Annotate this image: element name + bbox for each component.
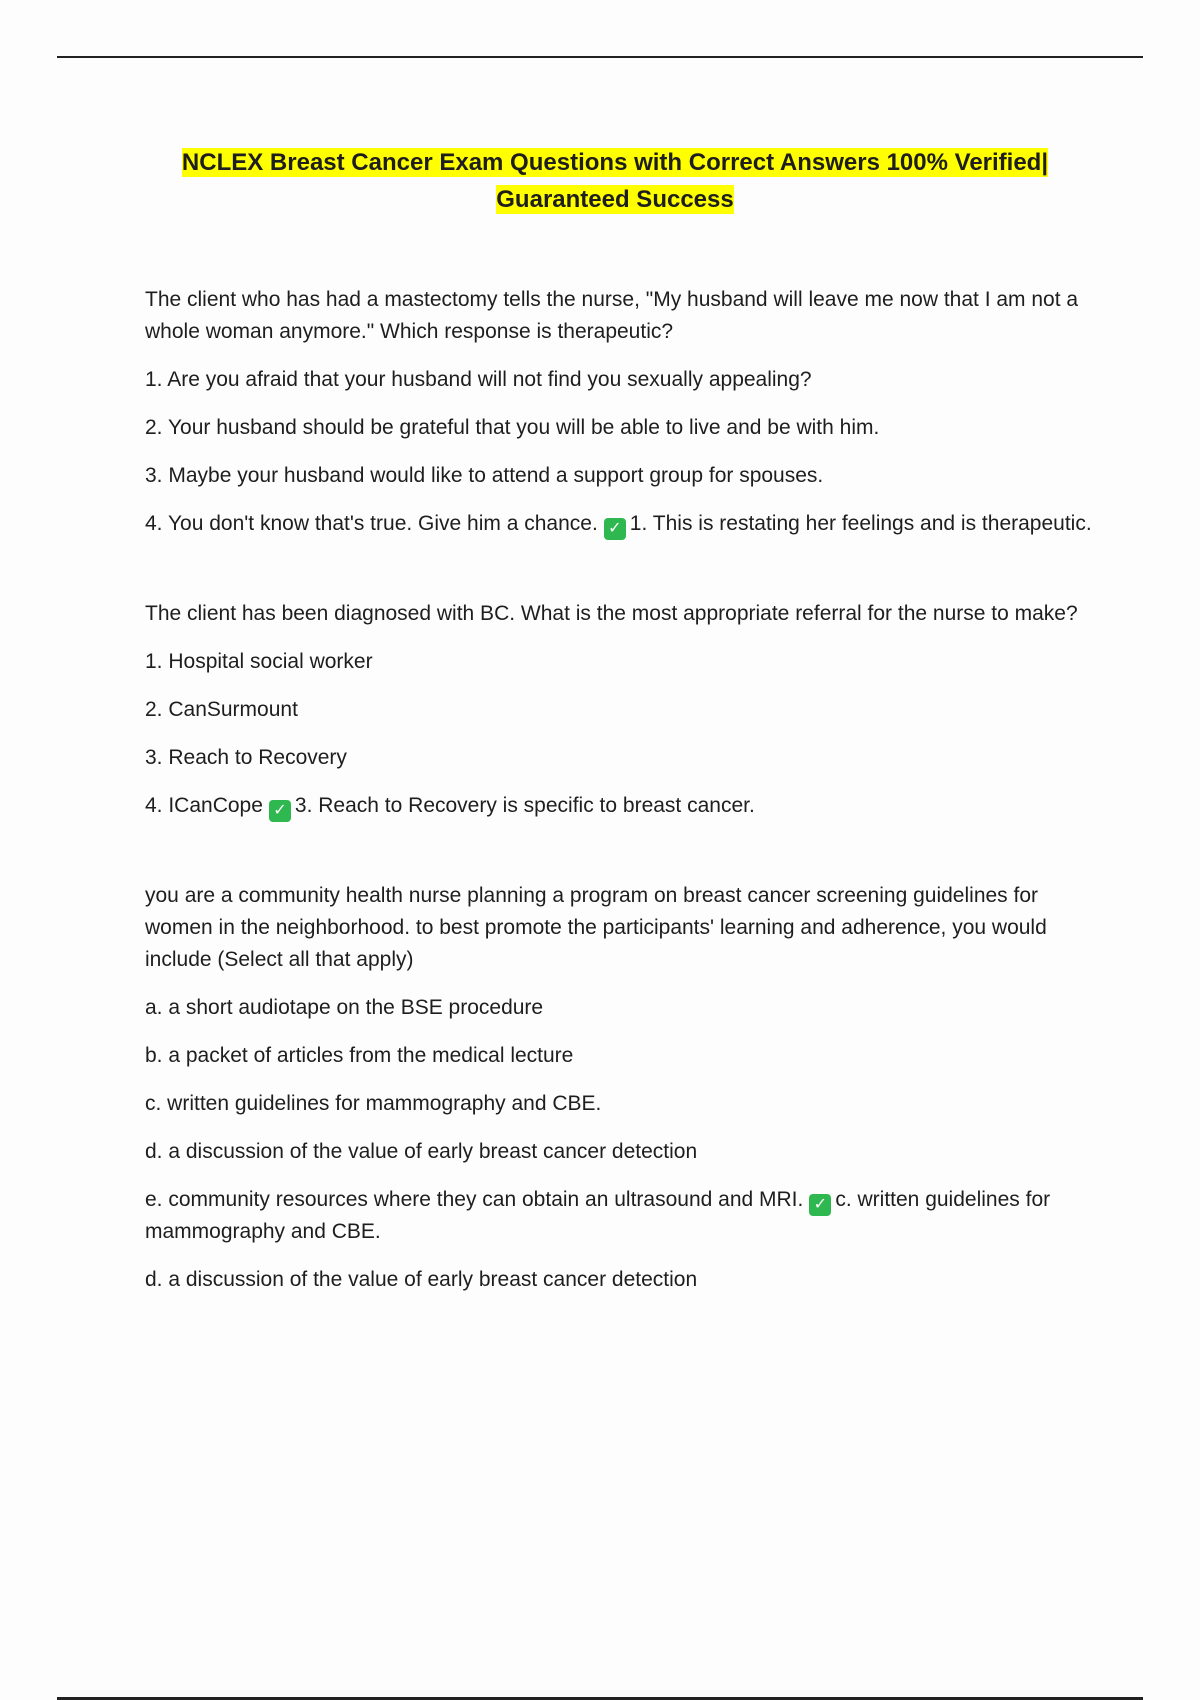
question-list — [145, 284, 1095, 1296]
answer-continued: d. a discussion of the value of early breast cancer detection — [145, 1268, 698, 1291]
question-stem: The client has been diagnosed with BC. What is the most appropriate referral for the nurse to make? — [145, 602, 1078, 625]
option: 2. Your husband should be grateful that you will be able to live and be with him. — [145, 416, 880, 439]
checkmark-icon: ✓ — [809, 1194, 831, 1216]
option: 3. Maybe your husband would like to attend a support group for spouses. — [145, 464, 824, 487]
option: a. a short audiotape on the BSE procedure — [145, 996, 544, 1019]
option: 4. You don't know that's true. Give him a chance. — [145, 512, 598, 535]
question-stem: The client who has had a mastectomy tells the nurse, "My husband will leave me now that I am not a whole woman anymore." Which response is therapeutic? — [145, 288, 1079, 343]
option: e. community resources where they can obtain an ultrasound and MRI. — [145, 1188, 804, 1211]
option: d. a discussion of the value of early breast cancer detection — [145, 1140, 698, 1163]
option-with-answer — [145, 1184, 1095, 1248]
option-with-answer — [145, 790, 1095, 822]
checkmark-icon: ✓ — [604, 518, 626, 540]
page-title — [145, 144, 1085, 218]
question-1 — [145, 284, 1095, 540]
option: 4. ICanCope — [145, 794, 263, 817]
option-with-answer — [145, 508, 1095, 540]
option: b. a packet of articles from the medical lecture — [145, 1044, 574, 1067]
title-line-2: Guaranteed Success — [496, 186, 734, 213]
option: 1. Are you afraid that your husband will not find you sexually appealing? — [145, 368, 812, 391]
answer: c. written guidelines for mammography and CBE. — [145, 1188, 1051, 1243]
question-2 — [145, 598, 1095, 822]
answer: 1. This is restating her feelings and is therapeutic. — [629, 512, 1092, 535]
option: c. written guidelines for mammography and CBE. — [145, 1092, 602, 1115]
header-rule — [57, 56, 1143, 58]
title-line-1: NCLEX Breast Cancer Exam Questions with Correct Answers 100% Verified| — [181, 149, 1049, 176]
option: 1. Hospital social worker — [145, 650, 373, 673]
option: 3. Reach to Recovery — [145, 746, 347, 769]
question-3 — [145, 880, 1095, 1296]
question-stem: you are a community health nurse planning a program on breast cancer screening guidelines for women in the neighborhood. to best promote the participants' learning and adherence, you would include (Select all that apply) — [145, 884, 1047, 971]
answer: 3. Reach to Recovery is specific to breast cancer. — [294, 794, 755, 817]
checkmark-icon: ✓ — [269, 800, 291, 822]
option: 2. CanSurmount — [145, 698, 298, 721]
